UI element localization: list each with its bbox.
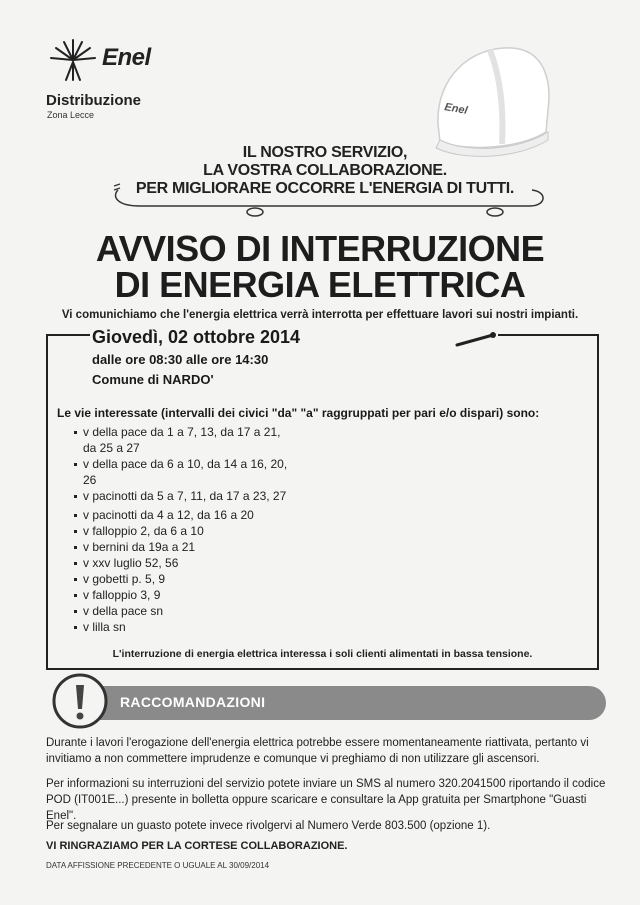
list-item bbox=[74, 424, 287, 456]
intro-text: Vi comunichiamo che l'energia elettrica verrà interrotta per effettuare lavori sui nostri impianti. bbox=[61, 309, 579, 321]
street-text: v della pace da 1 a 7, 13, da 17 a 21, bbox=[83, 425, 281, 439]
outage-hours: dalle ore 08:30 alle ore 14:30 bbox=[92, 352, 269, 367]
list-item: v falloppio 3, 9 bbox=[74, 587, 254, 603]
slogan-line: PER MIGLIORARE OCCORRE L'ENERGIA DI TUTTI. bbox=[135, 180, 515, 197]
box-border-segment bbox=[46, 334, 90, 336]
outage-comune: Comune di NARDO' bbox=[92, 372, 214, 387]
recommendations-label: RACCOMANDAZIONI bbox=[120, 694, 266, 710]
street-text: v della pace da 6 a 10, da 14 a 16, 20, bbox=[83, 457, 288, 471]
list-item bbox=[74, 488, 287, 504]
list-item: v della pace sn bbox=[74, 603, 254, 619]
low-voltage-note: L'interruzione di energia elettrica interessa i soli clienti alimentati in bassa tensione. bbox=[112, 648, 533, 660]
helmet-brand-text: Enel bbox=[443, 101, 469, 117]
streets-heading: Le vie interessate (intervalli dei civici "da" "a" raggruppati per pari e/o dispari) sono: bbox=[57, 406, 540, 420]
list-item: v lilla sn bbox=[74, 619, 254, 635]
list-item bbox=[74, 456, 287, 488]
zone-label: Zona Lecce bbox=[47, 110, 95, 120]
info-paragraph: Per informazioni su interruzioni del servizio potete inviare un SMS al numero 320.2041500 riportando il codice POD (IT001E...) presente in bolletta oppure scaricare e consultare la App gratuita per Smartphone "Guasti Enel". bbox=[46, 778, 606, 822]
list-item: v pacinotti da 4 a 12, da 16 a 20 bbox=[74, 507, 254, 523]
outage-date: Giovedì, 02 ottobre 2014 bbox=[92, 327, 301, 347]
street-text: v pacinotti da 5 a 7, 11, da 17 a 23, 27 bbox=[83, 489, 287, 503]
streets-list-1 bbox=[74, 424, 287, 504]
page-title bbox=[40, 228, 600, 305]
division-name: Distribuzione bbox=[46, 92, 142, 109]
title-line: AVVISO DI INTERRUZIONE bbox=[95, 228, 545, 269]
list-item: v falloppio 2, da 6 a 10 bbox=[74, 523, 254, 539]
streets-list-2 bbox=[74, 507, 254, 635]
street-text: da 25 a 27 bbox=[83, 441, 140, 455]
list-item: v xxv luglio 52, 56 bbox=[74, 555, 254, 571]
brand-name: Enel bbox=[102, 44, 151, 71]
title-line: DI ENERGIA ELETTRICA bbox=[114, 264, 526, 305]
street-text: 26 bbox=[83, 473, 97, 487]
fault-paragraph: Per segnalare un guasto potete invece rivolgervi al Numero Verde 803.500 (opzione 1). bbox=[46, 820, 491, 832]
posting-date: DATA AFFISSIONE PRECEDENTE O UGUALE AL 30/09/2014 bbox=[46, 861, 270, 870]
list-item: v gobetti p. 5, 9 bbox=[74, 571, 254, 587]
thanks-text: VI RINGRAZIAMO PER LA CORTESE COLLABORAZIONE. bbox=[46, 840, 348, 852]
slogan-line: IL NOSTRO SERVIZIO, bbox=[242, 144, 408, 161]
exclamation-icon bbox=[52, 673, 108, 729]
switch-icon bbox=[455, 325, 515, 349]
recommendation-paragraph: Durante i lavori l'erogazione dell'energia elettrica potrebbe essere momentaneamente riattivata, pertanto vi invitiamo a non commettere imprudenze e comunque vi preghiamo di non utilizzare gli ascensori. bbox=[46, 737, 589, 765]
list-item: v bernini da 19a a 21 bbox=[74, 539, 254, 555]
plug-cable-icon bbox=[110, 182, 550, 222]
slogan-line: LA VOSTRA COLLABORAZIONE. bbox=[203, 162, 447, 179]
